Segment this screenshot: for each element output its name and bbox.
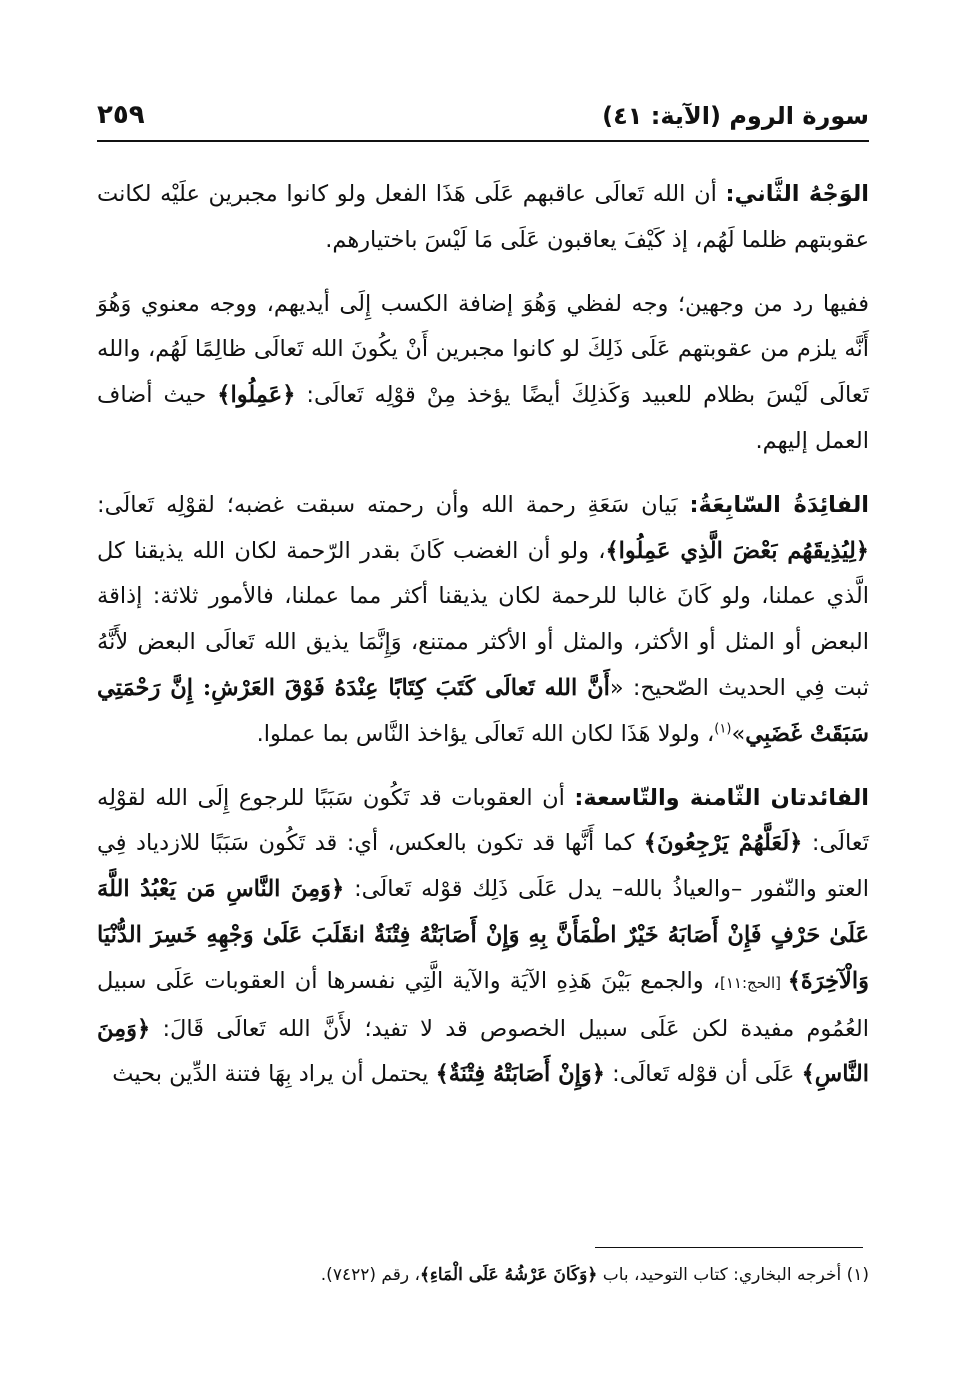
paragraph-text: بَيان سَعَةِ رحمة الله وأن رحمته سبقت غضبه؛ لقوْلِه تَعالَى: — [97, 491, 690, 518]
verse-reference: [الحج:١١] — [720, 973, 788, 992]
paragraph-text: أن العقوبات قد تَكُون سَبَبًا للرجوع إِلَى الله لقوْلِه تَعالَى: — [97, 784, 869, 857]
surah-reference: سورة الروم (الآية: ٤١) — [602, 102, 869, 130]
paragraph-heading: الوَجْهُ الثَّاني: — [725, 181, 869, 207]
paragraph-refutation — [97, 282, 869, 465]
quran-verse: ﴿وَكَانَ عَرْشُهُ عَلَى الْمَاءِ﴾ — [419, 1265, 598, 1285]
paragraph-text: عَلَى أن قوْله تَعالَى: — [604, 1061, 802, 1088]
paragraph-text: حيث أضاف العمل إليهم. — [97, 382, 869, 454]
footnote — [97, 1262, 869, 1288]
footnote-divider — [595, 1247, 863, 1248]
paragraph-heading: الفائِدَةُ السّابِعَةُ: — [689, 491, 869, 518]
footnote-marker[interactable]: (١) — [714, 721, 732, 737]
paragraph-seventh-benefit — [97, 483, 869, 758]
quran-verse: ﴿وَمِنَ النَّاسِ﴾ — [97, 1015, 869, 1088]
page-number: ٢٥٩ — [97, 100, 145, 130]
footnote-text: (١) أخرجه البخاري: كتاب التوحيد، باب — [597, 1265, 869, 1285]
paragraph-text: ، ولو أن الغضب كَانَ بقدر الرّحمة لكان الله يذيقنا كل الَّذي عملنا، ولو كَانَ غالبا للرحمة لكان يذيقنا أكثر مما عملنا، فالأمور ثلاثة: إذاقة البعض أو المثل أو الأكثر، والمثل أو الأكثر ممتنع، وَإِنَّمَا يذيق الله تَعالَى البعض لأَنَّهُ ثبت فِي الحديث الصّحيح: « — [97, 537, 869, 701]
quran-verse: ﴿لِيُذِيقَهُم بَعْضَ الَّذِي عَمِلُوا﴾ — [605, 537, 869, 564]
paragraph-text: ، والجمع بَيْنَ هَذِهِ الآيَة والآية الَّتِي نفسرها أن العقوبات عَلَى سبيل العُمُوم مفيدة لكن عَلَى سبيل الخصوص قد لا تفيد؛ لأَنَّ الله تَعالَى قَالَ: — [97, 967, 869, 1042]
paragraph-text: يحتمل أن يراد بِهَا فتنة الدِّين بحيث — [112, 1061, 436, 1088]
paragraph-text: » — [731, 720, 746, 747]
footnote-text: ، رقم (٧٤٢٢). — [320, 1265, 420, 1285]
paragraph-text: ففيها رد من وجهين؛ وجه لفظي وَهُوَ إضافة الكسب إِلَى أيديهم، ووجه معنوي وَهُوَ أَنَّه يلزم من عقوبتهم عَلَى ذَلِكَ لو كانوا مجبرين أَنْ يكُونَ الله تَعالَى ظالِمًا لَهُم، والله تَعالَى لَيْسَ بظلام للعبيد وَكَذلِكَ أيضًا يؤخذ مِنْ قوْلِه تَعالَى: — [97, 290, 869, 409]
paragraph-text: ، ولولا هَذَا لكان الله تَعالَى يؤاخذ النَّاس بما عملوا. — [256, 720, 715, 747]
paragraph-heading: الفائدتان الثّامنة والتّاسعة: — [574, 784, 869, 811]
main-text — [97, 172, 869, 1116]
paragraph-eighth-ninth-benefits — [97, 776, 869, 1099]
quran-verse: ﴿وَإِنْ أَصَابَتْهُ فِتْنَةٌ﴾ — [435, 1061, 605, 1088]
hadith-quote: أَنَّ الله تَعالَى كَتَبَ كِتَابًا عِنْدَهُ فَوْقَ العَرْشِ: إِنَّ رَحْمَتِي سَبَقَتْ غَضَبِي — [97, 674, 869, 747]
quran-verse: ﴿لَعَلَّهُمْ يَرْجِعُونَ﴾ — [643, 830, 803, 857]
running-header — [97, 100, 869, 142]
paragraph-text: كما أَنَّها قد تكون بالعكس، أي: قد تَكُون سَبَبًا للازدياد فِي العتو والنّفور –والعياذُ بالله– يدل عَلَى ذَلِك قوْله تَعالَى: — [97, 830, 869, 903]
quran-verse: ﴿عَمِلُوا﴾ — [217, 382, 296, 409]
paragraph-text: أن الله تَعالَى عاقبهم عَلَى هَذَا الفعل ولو كانوا مجبرين علَيْه لكانت عقوبتهم ظلما لَهُم، إذ كَيْفَ يعاقبون عَلَى مَا لَيْسَ باختيارهم. — [97, 181, 869, 253]
quran-verse: ﴿وَمِنَ النَّاسِ مَن يَعْبُدُ اللَّهَ عَلَىٰ حَرْفٍ فَإِنْ أَصَابَهُ خَيْرٌ اطْمَأَنَّ بِهِ وَإِنْ أَصَابَتْهُ فِتْنَةٌ انقَلَبَ عَلَىٰ وَجْهِهِ خَسِرَ الدُّنْيَا وَالْآخِرَةَ﴾ — [97, 876, 870, 994]
paragraph-second-aspect — [97, 172, 869, 264]
